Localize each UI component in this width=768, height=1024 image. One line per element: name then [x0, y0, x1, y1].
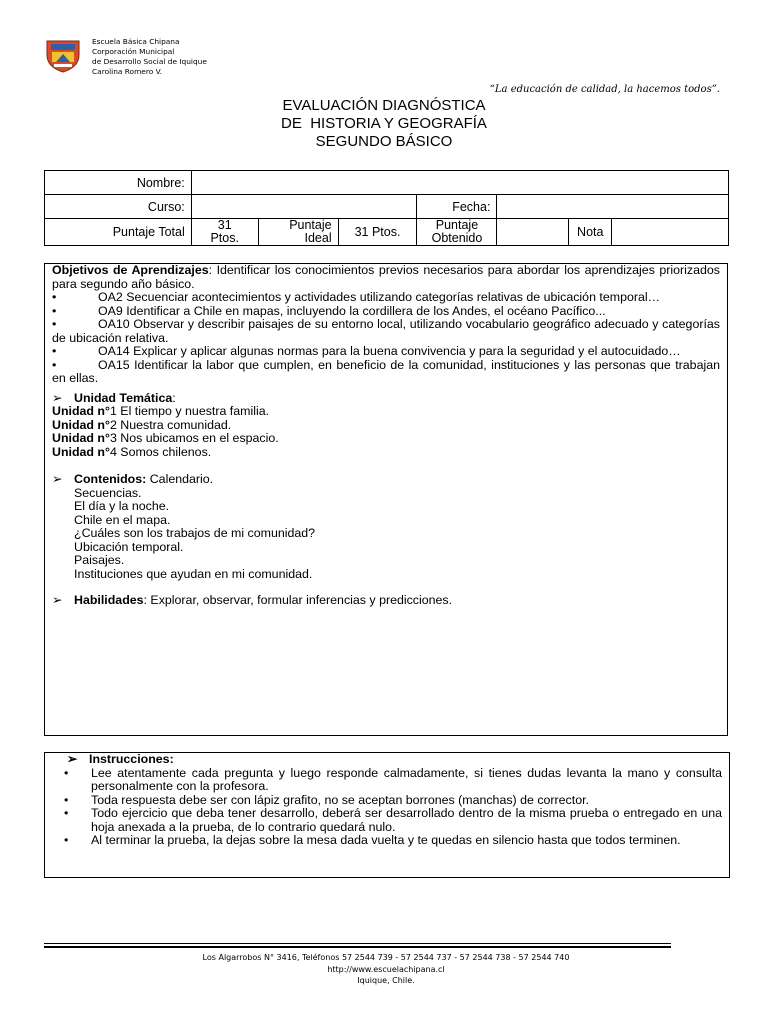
oa-text: OA2 Secuenciar acontecimientos y actividades utilizando categorías relativas de ubicación temporal… [98, 290, 661, 304]
list-item [52, 318, 720, 345]
arrow-icon: ➢ [52, 593, 63, 607]
contenidos-heading-line [52, 473, 720, 487]
objectives-heading: Objetivos de Aprendizajes [52, 263, 209, 277]
unidad-colon: : [172, 390, 176, 405]
instructions-box [44, 752, 730, 878]
nota-field[interactable] [612, 219, 729, 246]
bullet-icon: • [64, 792, 69, 807]
puntaje-obtenido-label [417, 219, 497, 246]
oa-text: OA9 Identificar a Chile en mapas, incluyendo la cordillera de los Andes, el océano Pacífico... [98, 303, 606, 318]
list-item [52, 291, 720, 305]
curso-label: Curso: [45, 195, 192, 219]
objectives-intro [52, 264, 720, 291]
unidad-text: 3 Nos ubicamos en el espacio. [109, 431, 279, 445]
list-item [52, 834, 722, 848]
bullet-icon: • [52, 290, 57, 304]
contenidos-item: Secuencias. [74, 485, 142, 500]
list-item [52, 794, 722, 808]
curso-field[interactable] [191, 195, 417, 219]
nombre-label: Nombre: [45, 171, 192, 195]
instruction-text: Al terminar la prueba, la dejas sobre la mesa dada vuelta y te quedas en silencio hasta que todos terminen. [91, 833, 681, 847]
bullet-icon: • [64, 765, 69, 780]
contenidos-item: Paisajes. [74, 553, 125, 567]
unidad-text: 1 El tiempo y nuestra familia. [109, 404, 270, 418]
corporation-line-2: de Desarrollo Social de Iquique [92, 57, 207, 66]
arrow-icon: ➢ [52, 472, 63, 486]
page-footer [44, 952, 728, 987]
school-info [92, 37, 207, 77]
page-title [0, 97, 768, 151]
puntaje-total-label: Puntaje Total [45, 219, 192, 246]
list-item [52, 767, 722, 794]
unidad-prefix: Unidad n° [52, 404, 110, 418]
instruction-text: Lee atentamente cada pregunta y luego responde calmadamente, si tienes dudas levanta la mano y consulta personalmente con la profesora. [91, 765, 722, 793]
title-line-3: SEGUNDO BÁSICO [315, 133, 453, 150]
unidad-item [52, 405, 720, 419]
corporation-line-1: Corporación Municipal [92, 47, 175, 56]
unidad-heading-line [52, 392, 720, 406]
oa-text: OA10 Observar y describir paisajes de su entorno local, utilizando vocabulario geográfico adecuado y categorías de ubicación relativa. [52, 317, 720, 345]
unidad-item [52, 432, 720, 446]
puntaje-total-unit: Ptos. [210, 231, 239, 245]
puntaje-obtenido-field[interactable] [497, 219, 569, 246]
footer-city: Iquique, Chile. [357, 976, 415, 985]
school-crest-icon [44, 37, 82, 73]
fecha-field[interactable] [497, 195, 729, 219]
contenidos-heading: Contenidos: [74, 472, 147, 486]
footer-divider-thin [44, 943, 671, 944]
director-name: Carolina Romero V. [92, 67, 163, 76]
arrow-icon: ➢ [67, 752, 78, 766]
instructions-list [52, 767, 722, 848]
contenidos-item: Chile en el mapa. [74, 512, 171, 527]
unidad-item [52, 446, 720, 460]
unidad-heading: Unidad Temática [74, 390, 173, 405]
school-name: Escuela Básica Chipana [92, 37, 180, 46]
instruction-text: Todo ejercicio que deba tener desarrollo, deberá ser desarrollado dentro de la misma prueba o entregado en una hoja anexada a la prueba, de lo contrario quedará nulo. [91, 806, 722, 834]
contenidos-item: Ubicación temporal. [74, 539, 184, 554]
footer-divider-thick [44, 946, 671, 948]
puntaje-ideal-label [258, 219, 338, 246]
puntaje-obtenido-label-1: Puntaje [435, 218, 479, 232]
habilidades-heading: Habilidades [74, 593, 144, 607]
footer-address: Los Algarrobos N° 3416, Teléfonos 57 2544 739 - 57 2544 737 - 57 2544 738 - 57 2544 740 [202, 953, 570, 962]
unidad-item [52, 419, 720, 433]
contenidos-item: ¿Cuáles son los trabajos de mi comunidad? [74, 526, 316, 540]
list-item [52, 305, 720, 319]
contenidos-item: El día y la noche. [74, 499, 170, 513]
puntaje-ideal-label-1: Puntaje [289, 218, 332, 232]
puntaje-ideal-label-2: Ideal [304, 231, 332, 245]
bullet-icon: • [52, 344, 57, 358]
nombre-field[interactable] [191, 171, 728, 195]
puntaje-ideal-value: 31 Ptos. [338, 219, 417, 246]
unidad-prefix: Unidad n° [52, 444, 110, 459]
contenidos-item: Instituciones que ayudan en mi comunidad. [74, 566, 313, 581]
objectives-intro-text: : Identificar los conocimientos previos necesarios para abordar los aprendizajes priorizados para segundo año básico. [52, 263, 721, 291]
habilidades-text: : Explorar, observar, formular inferencias y predicciones. [143, 593, 453, 607]
bullet-icon: • [52, 317, 57, 331]
motto: “La educación de calidad, la hacemos todos”. [489, 84, 720, 95]
unidad-prefix: Unidad n° [52, 431, 110, 445]
unidad-text: 4 Somos chilenos. [109, 444, 212, 459]
footer-web: http://www.escuelachipana.cl [327, 964, 445, 974]
school-header [44, 35, 284, 85]
unidad-prefix: Unidad n° [52, 417, 110, 432]
list-item [52, 345, 720, 359]
instruction-text: Toda respuesta debe ser con lápiz grafito, no se aceptan borrones (manchas) de corrector. [91, 792, 589, 807]
instructions-heading-line [52, 753, 722, 767]
title-line-2: DE HISTORIA Y GEOGRAFÍA [281, 115, 487, 132]
nota-label: Nota [569, 219, 612, 246]
unidad-text: 2 Nuestra comunidad. [109, 417, 232, 432]
puntaje-obtenido-label-2: Obtenido [431, 231, 483, 245]
instructions-heading: Instrucciones: [89, 752, 174, 766]
puntaje-total-number: 31 [217, 218, 232, 232]
oa-text: OA15 Identificar la labor que cumplen, en beneficio de la comunidad, instituciones y las personas que trabajan en ellas. [52, 357, 720, 385]
title-line-1: EVALUACIÓN DIAGNÓSTICA [282, 97, 486, 114]
list-item [52, 807, 722, 834]
bullet-icon: • [64, 806, 69, 820]
puntaje-total-value [191, 219, 258, 246]
bullet-icon: • [52, 357, 57, 372]
objectives-box [44, 263, 728, 736]
student-info-table [44, 170, 729, 246]
bullet-icon: • [52, 303, 57, 318]
arrow-icon: ➢ [52, 390, 63, 405]
list-item [52, 359, 720, 386]
fecha-label: Fecha: [417, 195, 497, 219]
bullet-icon: • [64, 833, 69, 847]
contenidos-first: Calendario. [146, 472, 214, 486]
habilidades-line [52, 594, 720, 608]
oa-text: OA14 Explicar y aplicar algunas normas para la buena convivencia y para la seguridad y el autocuidado… [98, 344, 681, 358]
